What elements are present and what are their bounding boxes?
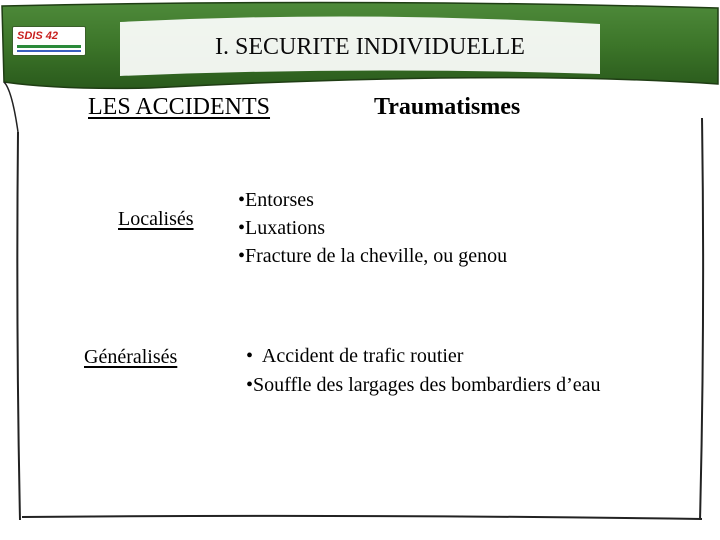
slide-title: I. SECURITE INDIVIDUELLE bbox=[215, 34, 525, 60]
frame-left-line bbox=[17, 132, 20, 520]
logo-text: SDIS 42 bbox=[17, 30, 58, 42]
list-item: • Fracture de la cheville, ou genou bbox=[238, 242, 507, 270]
frame-bottom-line bbox=[22, 516, 702, 519]
list-generalises bbox=[246, 342, 601, 400]
section-heading: LES ACCIDENTS bbox=[88, 94, 271, 120]
category-generalises-label: Généralisés bbox=[84, 346, 178, 368]
category-localises: Localisés bbox=[118, 208, 194, 230]
list-localises bbox=[238, 186, 507, 270]
list-item: • Accident de trafic routier bbox=[246, 342, 601, 371]
frame-top-line bbox=[4, 82, 18, 132]
list-item: • Luxations bbox=[238, 214, 507, 242]
frame-right-line bbox=[700, 118, 703, 520]
section-subheading: Traumatismes bbox=[374, 94, 521, 120]
list-item: • Entorses bbox=[238, 186, 507, 214]
category-generalises bbox=[84, 346, 177, 369]
list-item: • Souffle des largages des bombardiers d’eau bbox=[246, 371, 601, 400]
